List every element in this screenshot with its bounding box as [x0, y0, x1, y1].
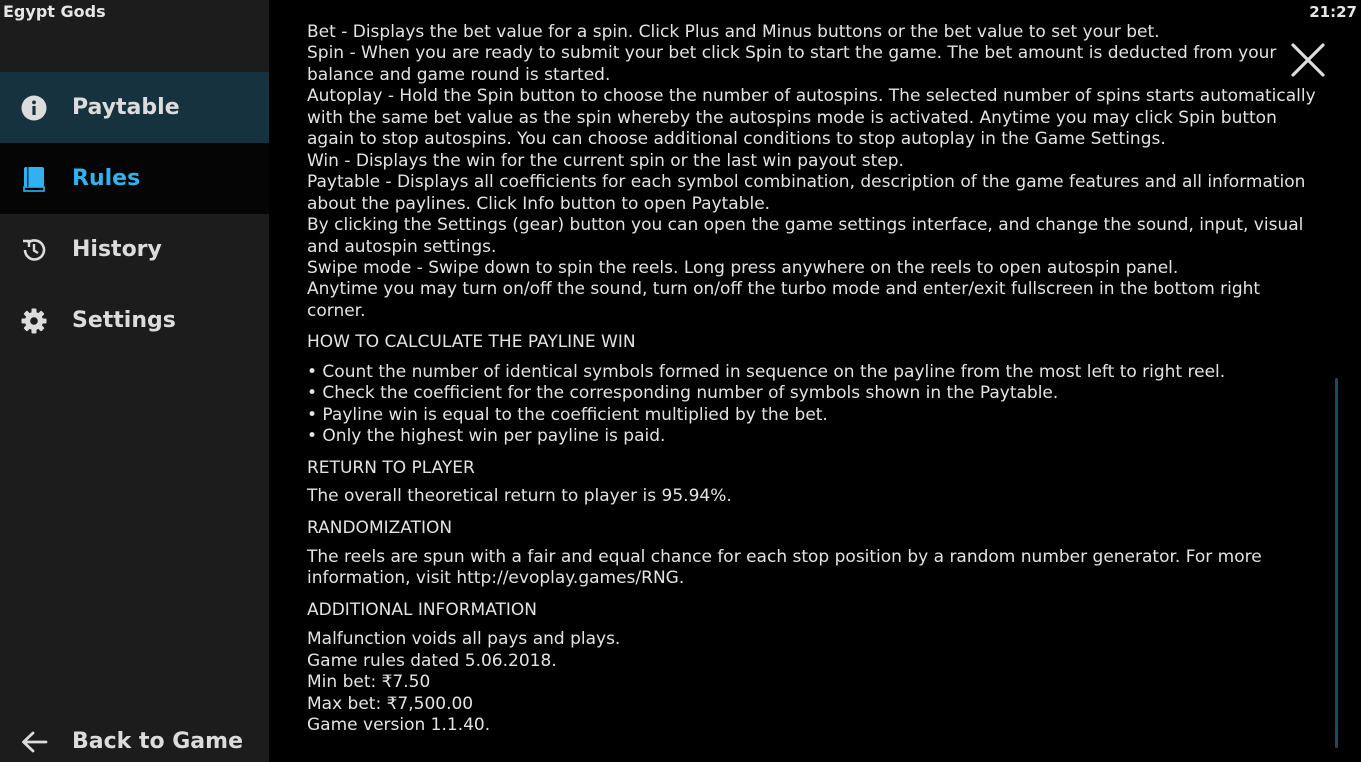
- payline-bullet: • Count the number of identical symbols formed in sequence on the payline from the most left to right reel.: [307, 361, 1226, 382]
- clock: 21:27: [1309, 3, 1357, 21]
- sidebar-item-history[interactable]: [0, 214, 269, 285]
- rules-content: [307, 8, 1317, 737]
- sidebar-item-label: Rules: [72, 166, 141, 191]
- book-icon: [20, 165, 48, 193]
- sidebar-item-settings[interactable]: [0, 285, 269, 356]
- arrow-left-icon: [20, 728, 48, 756]
- payline-bullet: • Check the coefficient for the corresponding number of symbols shown in the Paytable.: [307, 383, 1059, 404]
- app-title: Egypt Gods: [3, 2, 106, 21]
- additional-line: Game rules dated 5.06.2018.: [307, 650, 557, 671]
- section-title-payline: HOW TO CALCULATE THE PAYLINE WIN: [307, 332, 636, 353]
- content-scrollbar[interactable]: [1335, 378, 1338, 748]
- additional-line: Game version 1.1.40.: [307, 715, 491, 736]
- sidebar-item-rules[interactable]: [0, 143, 269, 214]
- sidebar-item-paytable[interactable]: [0, 72, 269, 143]
- rules-text-line: By clicking the Settings (gear) button you can open the game settings interface, and change the sound, input, visual and autospin settings.: [307, 215, 1304, 257]
- history-icon: [20, 236, 48, 264]
- section-title-randomization: RANDOMIZATION: [307, 517, 453, 538]
- rules-text-line: Win - Displays the win for the current spin or the last win payout step.: [307, 150, 904, 171]
- additional-line: Max bet: ₹7,500.00: [307, 693, 474, 714]
- sidebar-item-label: Paytable: [72, 95, 180, 120]
- rules-text-line: Bet - Displays the bet value for a spin. Click Plus and Minus buttons or the bet value to set your bet.: [307, 22, 1160, 42]
- rules-text-line: Spin - When you are ready to submit your bet click Spin to start the game. The bet amount is deducted from your balance and game round is started.: [307, 43, 1277, 85]
- sidebar: [0, 0, 269, 762]
- sidebar-item-label: Settings: [72, 308, 176, 333]
- rules-text-line: Swipe mode - Swipe down to spin the reels. Long press anywhere on the reels to open autospin panel.: [307, 257, 1179, 278]
- rules-text-line: Anytime you may turn on/off the sound, turn on/off the turbo mode and enter/exit fullscreen in the bottom right corner.: [307, 279, 1261, 321]
- rules-text-line: Paytable - Displays all coefficients for each symbol combination, description of the game features and all information about the paylines. Click Info button to open Paytable.: [307, 172, 1306, 214]
- info-icon: [20, 94, 48, 122]
- rules-text-line: Autoplay - Hold the Spin button to choose the number of autospins. The selected number of spins starts automatically with the same bet value as the spin whereby the autospins mode is activated. Anytime you may click Spin button again to stop autospins. You can choose additional conditions to stop autoplay in the Game Settings.: [307, 86, 1316, 150]
- sidebar-item-label: History: [72, 237, 162, 262]
- section-title-additional: ADDITIONAL INFORMATION: [307, 599, 537, 620]
- additional-line: Min bet: ₹7.50: [307, 672, 431, 693]
- rtp-text: The overall theoretical return to player is 95.94%.: [307, 486, 732, 507]
- gear-icon: [20, 307, 48, 335]
- additional-line: Malfunction voids all pays and plays.: [307, 629, 621, 650]
- payline-bullet: • Only the highest win per payline is paid.: [307, 426, 666, 447]
- payline-bullet: • Payline win is equal to the coefficient multiplied by the bet.: [307, 404, 828, 425]
- randomization-text: The reels are spun with a fair and equal chance for each stop position by a random number generator. For more information, visit http://evoplay.games/RNG.: [307, 546, 1262, 589]
- back-to-game-label: Back to Game: [72, 729, 243, 754]
- section-title-rtp: RETURN TO PLAYER: [307, 457, 475, 478]
- back-to-game-button[interactable]: [0, 706, 269, 762]
